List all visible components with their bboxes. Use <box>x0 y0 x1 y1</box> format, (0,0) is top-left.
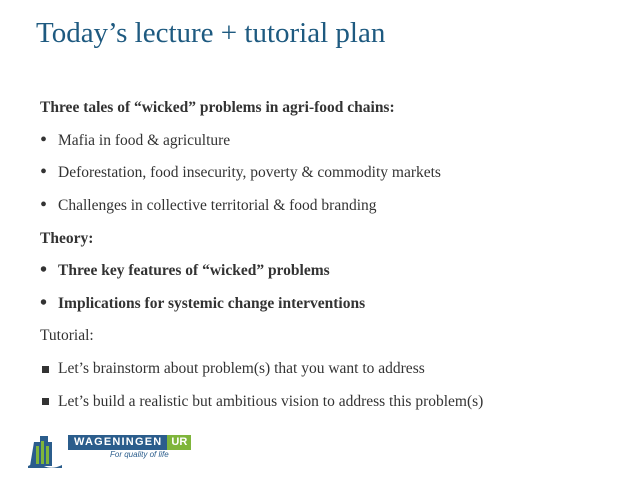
wageningen-logo <box>28 430 228 470</box>
line-text: Challenges in collective territorial & food branding <box>58 197 377 215</box>
line-text: Three tales of “wicked” problems in agri-food chains: <box>40 99 395 117</box>
line-challenges <box>40 190 630 223</box>
bullet-dot: • <box>40 128 48 151</box>
bullet-dot: • <box>40 194 48 217</box>
logo-tagline: For quality of life <box>110 450 169 459</box>
line-tutorial-heading <box>40 320 630 353</box>
line-key-features <box>40 255 630 288</box>
wageningen-emblem-icon <box>28 432 64 468</box>
slide-body <box>40 92 630 418</box>
line-vision <box>40 385 630 418</box>
logo-word: WAGENINGEN <box>68 435 167 450</box>
line-text: Deforestation, food insecurity, poverty & commodity markets <box>58 164 441 182</box>
line-tales-heading <box>40 92 630 125</box>
logo-suffix: UR <box>167 435 191 450</box>
square-bullet-icon <box>42 366 49 373</box>
bullet-dot: • <box>40 161 48 184</box>
line-text: Implications for systemic change interventions <box>58 294 366 312</box>
line-theory-heading <box>40 222 630 255</box>
logo-wordmark <box>68 435 191 450</box>
line-text: Three key features of “wicked” problems <box>58 262 330 280</box>
bullet-dot: • <box>40 291 48 314</box>
line-mafia <box>40 125 630 158</box>
line-brainstorm <box>40 353 630 386</box>
line-text: Let’s build a realistic but ambitious vision to address this problem(s) <box>58 392 484 410</box>
line-text: Theory: <box>40 229 94 247</box>
bullet-dot: • <box>40 259 48 282</box>
slide-title: Today’s lecture + tutorial plan <box>36 17 386 49</box>
line-deforestation <box>40 157 630 190</box>
line-text: Mafia in food & agriculture <box>58 131 231 149</box>
square-bullet-icon <box>42 398 49 405</box>
line-implications <box>40 288 630 321</box>
line-text: Tutorial: <box>40 327 94 345</box>
line-text: Let’s brainstorm about problem(s) that you want to address <box>58 360 425 378</box>
